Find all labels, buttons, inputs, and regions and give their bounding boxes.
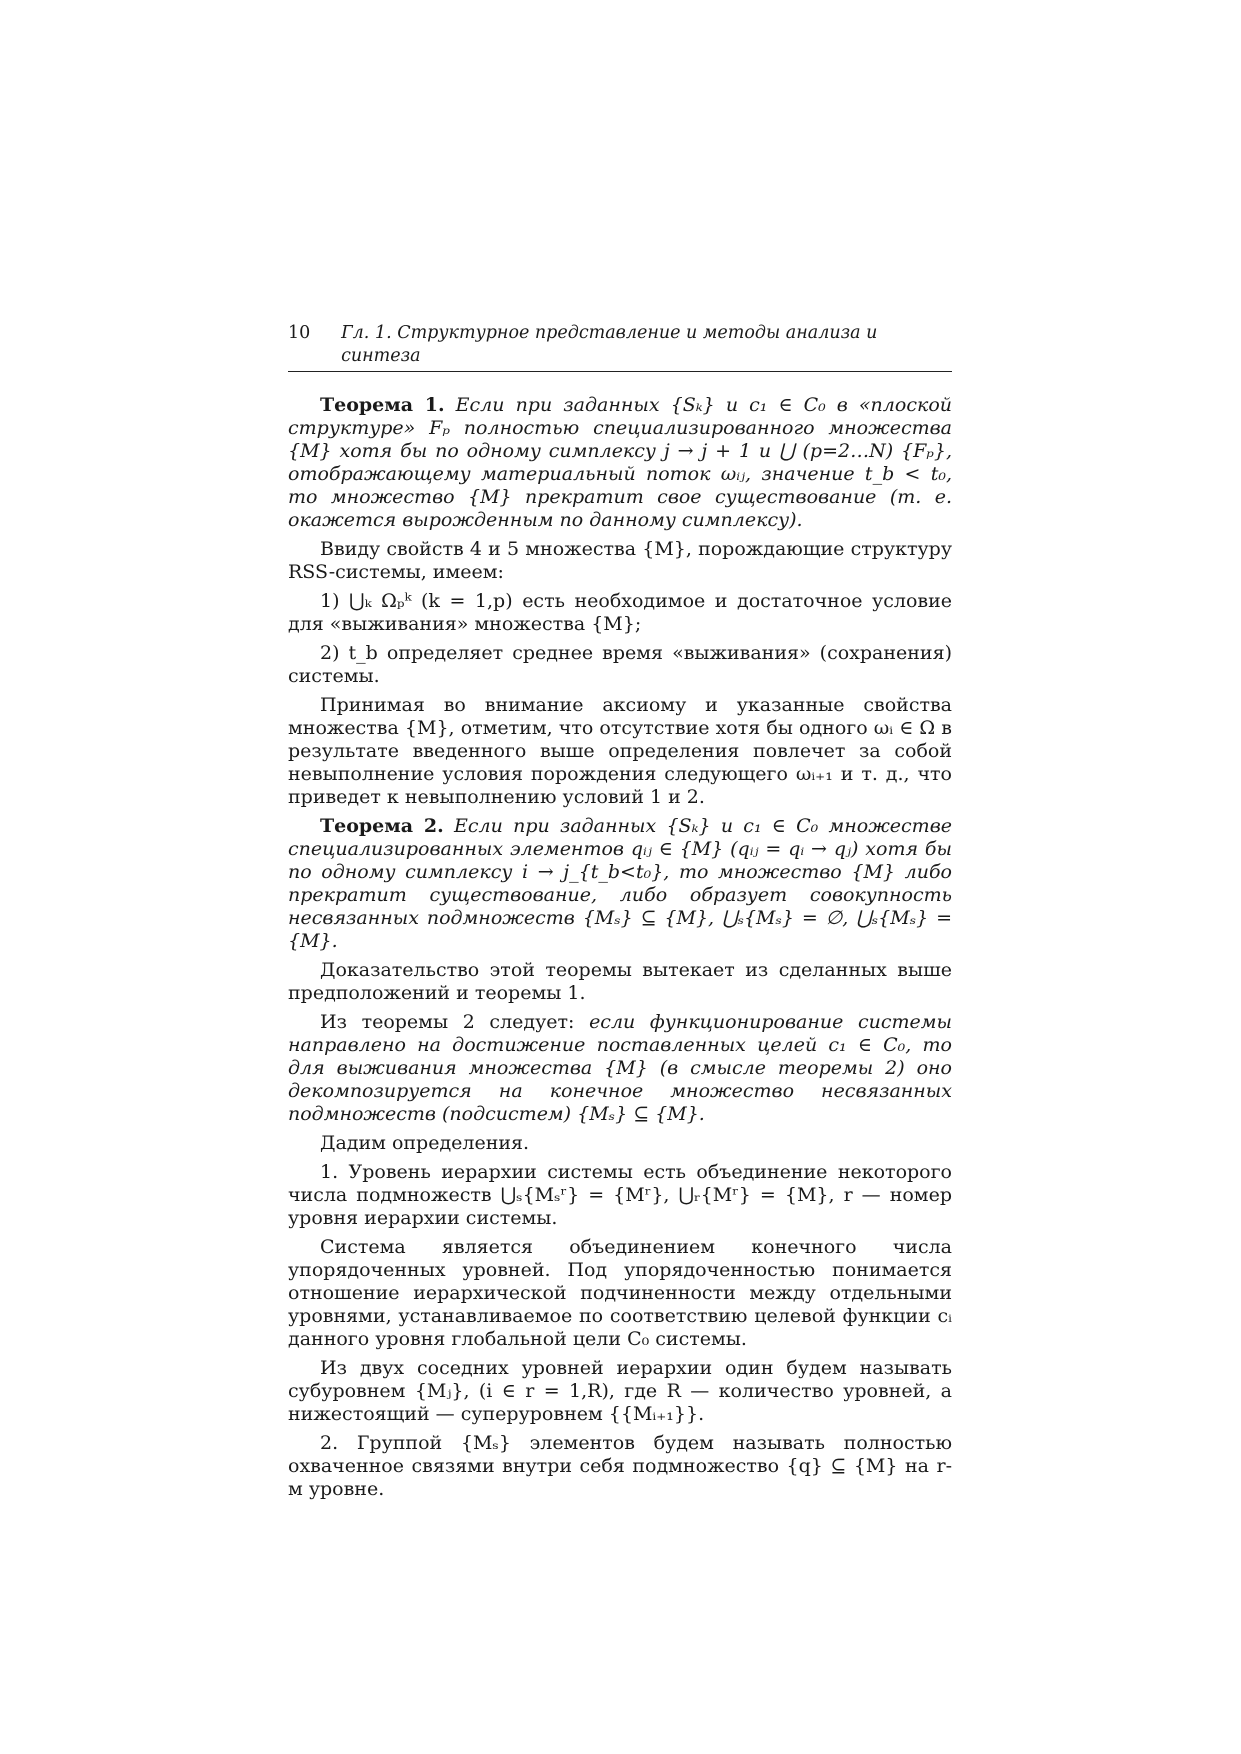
running-title: Гл. 1. Структурное представление и методы анализа и синтеза bbox=[341, 323, 878, 366]
page-number: 10 bbox=[288, 323, 311, 343]
property-item-2: 2) t_b определяет среднее время «выживания» (сохранения) системы. bbox=[288, 642, 952, 687]
definition-1: 1. Уровень иерархии системы есть объединение некоторого числа подмножеств ⋃ₛ{Mₛʳ} = {Mʳ}, ⋃ᵣ{Mʳ} = {M}, r — номер уровня иерархии системы. bbox=[288, 1161, 952, 1229]
corollary-paragraph bbox=[288, 1011, 952, 1126]
definition-2: 2. Группой {Mₛ} элементов будем называть полностью охваченное связями внутри себя подмножество {q} ⊆ {M} на r-м уровне. bbox=[288, 1432, 952, 1500]
corollary-italic: если функционирование системы направлено на достижение поставленных целей c₁ ∈ C₀, то для выживания множества {M} (в смысле теоремы 2) оно декомпозируется на конечное множество несвязанных подмножеств (подсистем) {Mₛ} ⊆ {M}. bbox=[288, 1011, 952, 1125]
levels-paragraph: Из двух соседних уровней иерархии один будем называть субуровнем {Mⱼ}, (i ∈ r = 1,R), где R — количество уровней, а нижестоящий — суперуровнем {{Mᵢ₊₁}}. bbox=[288, 1357, 952, 1425]
theorem-1-text: Если при заданных {Sₖ} и c₁ ∈ C₀ в «плоской структуре» Fₚ полностью специализированного множества {M} хотя бы по одному симплексу j → j + 1 и ⋃ (p=2…N) {Fₚ}, отображающему материальный поток ωᵢⱼ, значение t_b < t₀, то множество {M} прекратит свое существование (т. е. окажется вырожденным по данному симплексу). bbox=[288, 394, 952, 531]
corollary-prefix: Из теоремы 2 следует: bbox=[320, 1011, 575, 1033]
running-header bbox=[288, 322, 952, 372]
theorem-1 bbox=[288, 394, 952, 532]
properties-intro: Ввиду свойств 4 и 5 множества {M}, порождающие структуру RSS-системы, имеем: bbox=[288, 538, 952, 583]
proof-paragraph: Доказательство этой теоремы вытекает из сделанных выше предположений и теоремы 1. bbox=[288, 959, 952, 1004]
theorem-2-label: Теорема 2. bbox=[320, 815, 444, 837]
definitions-intro: Дадим определения. bbox=[320, 1132, 530, 1154]
theorem-2 bbox=[288, 815, 952, 953]
book-page bbox=[288, 322, 952, 1507]
theorem-2-text: Если при заданных {Sₖ} и c₁ ∈ C₀ множестве специализированных элементов qᵢⱼ ∈ {M} (qᵢⱼ = qᵢ → qⱼ) хотя бы по одному симплексу i → j_{t_b<t₀}, то множество {M} либо прекратит существование, либо образует совокупность несвязанных подмножеств {Mₛ} ⊆ {M}, ⋃ₛ{Mₛ} = ∅, ⋃ₛ{Mₛ} = {M}. bbox=[288, 815, 952, 952]
property-item-1: 1) ⋃ₖ Ωₚᵏ (k = 1,p) есть необходимое и достаточное условие для «выживания» множества {M}; bbox=[288, 590, 952, 635]
theorem-1-label: Теорема 1. bbox=[320, 394, 445, 416]
axiom-paragraph: Принимая во внимание аксиому и указанные свойства множества {M}, отметим, что отсутствие хотя бы одного ωᵢ ∈ Ω в результате введенного выше определения повлечет за собой невыполнение условия порождения следующего ωᵢ₊₁ и т. д., что приведет к невыполнению условий 1 и 2. bbox=[288, 694, 952, 808]
system-paragraph: Система является объединением конечного числа упорядоченных уровней. Под упорядоченностью понимается отношение иерархической подчиненности между отдельными уровнями, устанавливаемое по соответствию целевой функции cᵢ данного уровня глобальной цели C₀ системы. bbox=[288, 1236, 952, 1350]
